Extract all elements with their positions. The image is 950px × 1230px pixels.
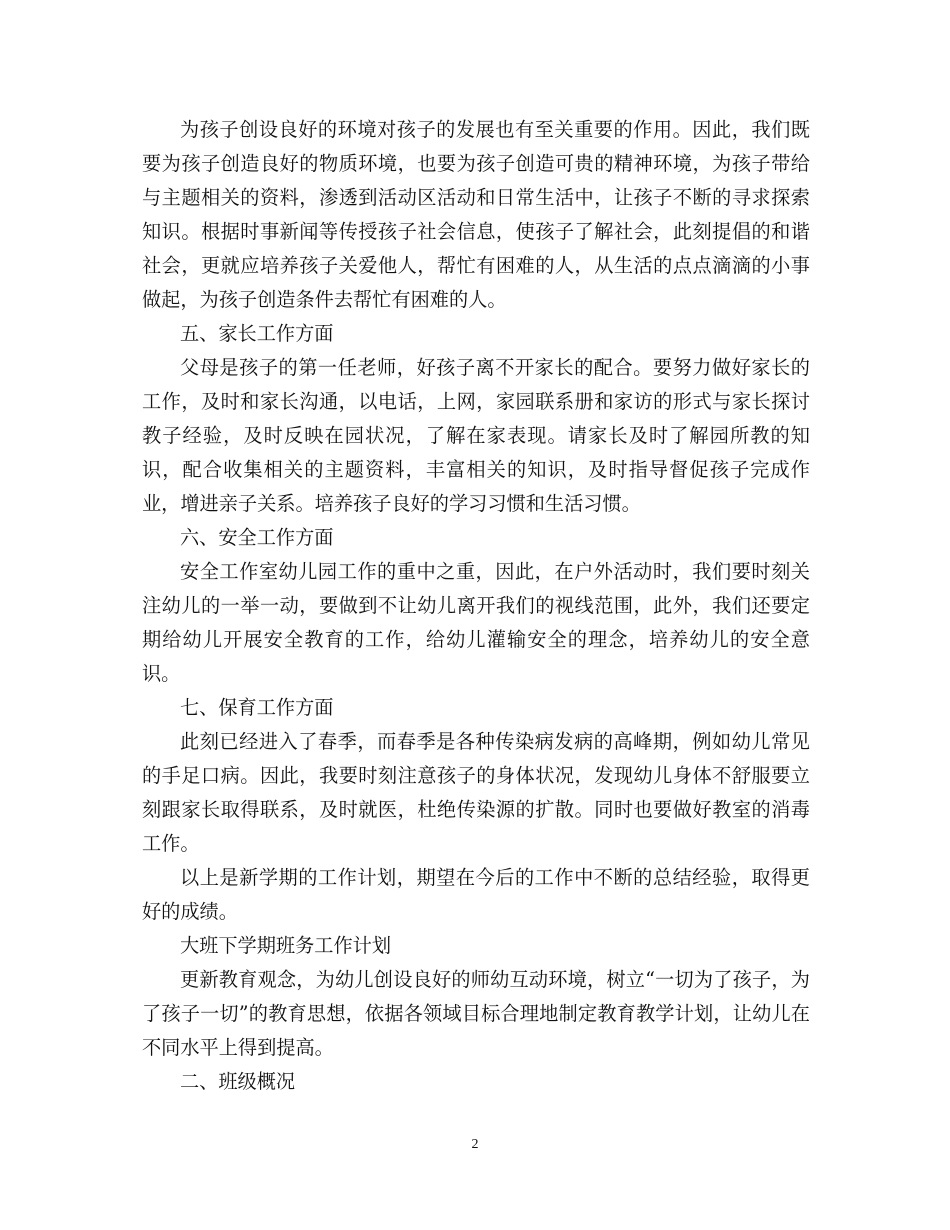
paragraph-care-work: 此刻已经进入了春季，而春季是各种传染病发病的高峰期，例如幼儿常见的手足口病。因此，我要时刻注意孩子的身体状况，发现幼儿身体不舒服要立刻跟家长取得联系，及时就医，杜绝传染源的扩散。同时也要做好教室的消毒工作。 <box>142 730 810 855</box>
section-heading-care-work: 七、保育工作方面 <box>180 696 334 719</box>
paragraph-conclusion: 以上是新学期的工作计划，期望在今后的工作中不断的总结经验，取得更好的成绩。 <box>142 866 810 923</box>
paragraph-parent-work: 父母是孩子的第一任老师，好孩子离不开家长的配合。要努力做好家长的工作，及时和家长沟通，以电话，上网，家园联系册和家访的形式与家长探讨教子经验，及时反映在园状况，了解在家表现。请家长及时了解园所教的知识，配合收集相关的主题资料，丰富相关的知识，及时指导督促孩子完成作业，增进亲子关系。培养孩子良好的学习习惯和生活习惯。 <box>142 356 810 515</box>
section-heading-safety-work: 六、安全工作方面 <box>180 526 334 549</box>
section-heading-parent-work: 五、家长工作方面 <box>180 322 334 345</box>
paragraph-safety-work: 安全工作室幼儿园工作的重中之重，因此，在户外活动时，我们要时刻关注幼儿的一举一动，要做到不让幼儿离开我们的视线范围，此外，我们还要定期给幼儿开展安全教育的工作，给幼儿灌输安全的理念，培养幼儿的安全意识。 <box>142 560 810 685</box>
paragraph-environment: 为孩子创设良好的环境对孩子的发展也有至关重要的作用。因此，我们既要为孩子创造良好的物质环境，也要为孩子创造可贵的精神环境，为孩子带给与主题相关的资料，渗透到活动区活动和日常生活中，让孩子不断的寻求探索知识。根据时事新闻等传授孩子社会信息，使孩子了解社会，此刻提倡的和谐社会，更就应培养孩子关爱他人，帮忙有困难的人，从生活的点点滴滴的小事做起，为孩子创造条件去帮忙有困难的人。 <box>142 118 810 311</box>
document-body <box>142 113 810 1099</box>
plan-title: 大班下学期班务工作计划 <box>180 934 392 957</box>
page-number: 2 <box>471 1137 479 1152</box>
section-heading-class-overview: 二、班级概况 <box>180 1070 296 1093</box>
paragraph-education-concept: 更新教育观念，为幼儿创设良好的师幼互动环境，树立“一切为了孩子，为了孩子一切”的教育思想，依据各领域目标合理地制定教育教学计划，让幼儿在不同水平上得到提高。 <box>142 968 810 1059</box>
